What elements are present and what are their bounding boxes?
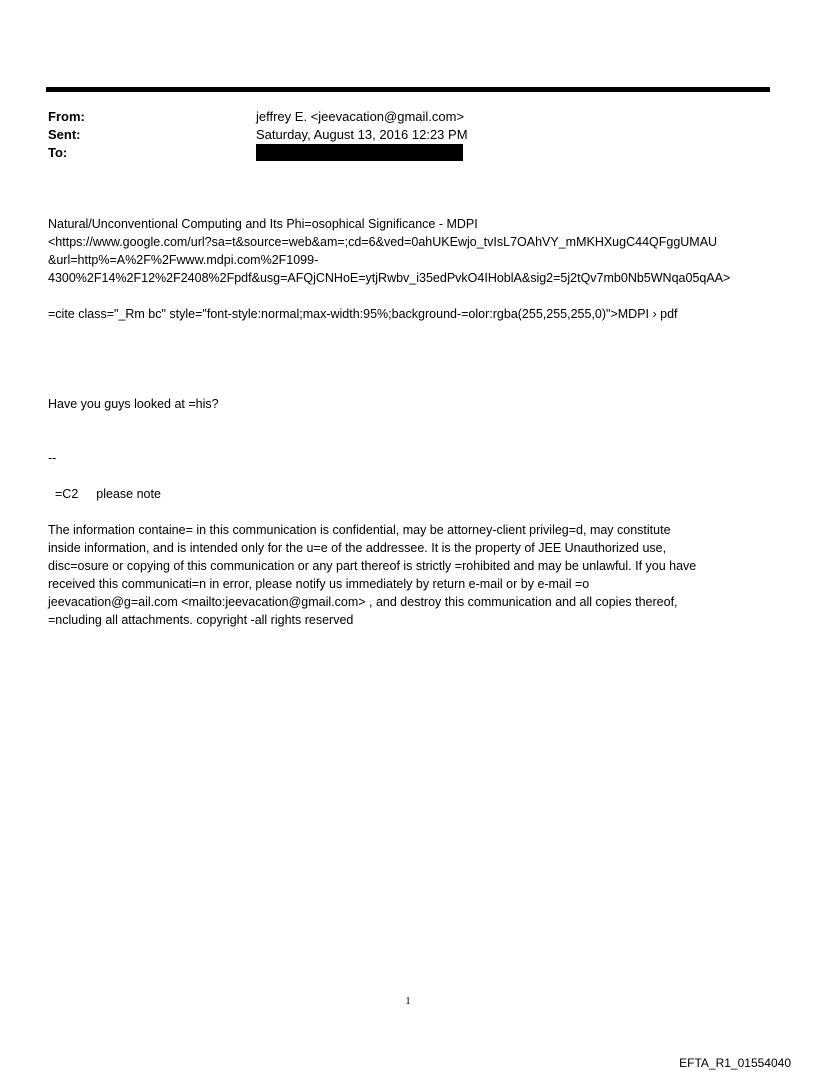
cite-line: =cite class="_Rm bc" style="font-style:normal;max-width:95%;background-=olor:rgba(255,255,255,0)">MDPI › pdf — [48, 307, 678, 321]
bates-id: EFTA_R1_01554040 — [679, 1056, 791, 1070]
from-label: From: — [48, 109, 85, 124]
signature-note — [55, 485, 161, 503]
from-value: jeffrey E. <jeevacation@gmail.com> — [256, 109, 465, 124]
to-label: To: — [48, 145, 68, 160]
to-redaction-box — [256, 144, 463, 161]
signature-text: please note — [96, 487, 161, 501]
sent-label: Sent: — [48, 127, 81, 142]
header-rule — [46, 87, 770, 92]
url-line-3: 4300%2F14%2F12%2F2408%2Fpdf&usg=AFQjCNHoE=ytjRwbv_i35edPvkO4IHoblA&sig2=5j2tQv7mb0Nb5WNqa05qAA> — [48, 271, 731, 285]
signature-separator: -- — [48, 451, 57, 465]
disclaimer-line-5: jeevacation@g=ail.com <mailto:jeevacation@gmail.com> , and destroy this communication and all copies thereof, — [48, 595, 678, 609]
sent-value: Saturday, August 13, 2016 12:23 PM — [256, 127, 468, 142]
disclaimer-line-1: The information containe= in this communication is confidential, may be attorney-client privileg=d, may constitute — [48, 523, 671, 537]
url-line-1: <https://www.google.com/url?sa=t&source=web&am=;cd=6&ved=0ahUKEwjo_tvIsL7OAhVY_mMKHXugC44QFggUMAU — [48, 235, 718, 249]
link-title: Natural/Unconventional Computing and Its Phi=osophical Significance - MDPI — [48, 217, 478, 231]
url-line-2: &url=http%=A%2F%2Fwww.mdpi.com%2F1099- — [48, 253, 319, 267]
signature-prefix: =C2 — [55, 487, 79, 501]
disclaimer-line-6: =ncluding all attachments. copyright -all rights reserved — [48, 613, 354, 627]
page-number: 1 — [405, 995, 411, 1007]
question-line: Have you guys looked at =his? — [48, 397, 219, 411]
disclaimer-line-4: received this communicati=n in error, please notify us immediately by return e-mail or by e-mail =o — [48, 577, 590, 591]
disclaimer-line-2: inside information, and is intended only for the u=e of the addressee. It is the property of JEE Unauthorized use, — [48, 541, 667, 555]
disclaimer-line-3: disc=osure or copying of this communication or any part thereof is strictly =rohibited and may be unlawful. If you have — [48, 559, 697, 573]
